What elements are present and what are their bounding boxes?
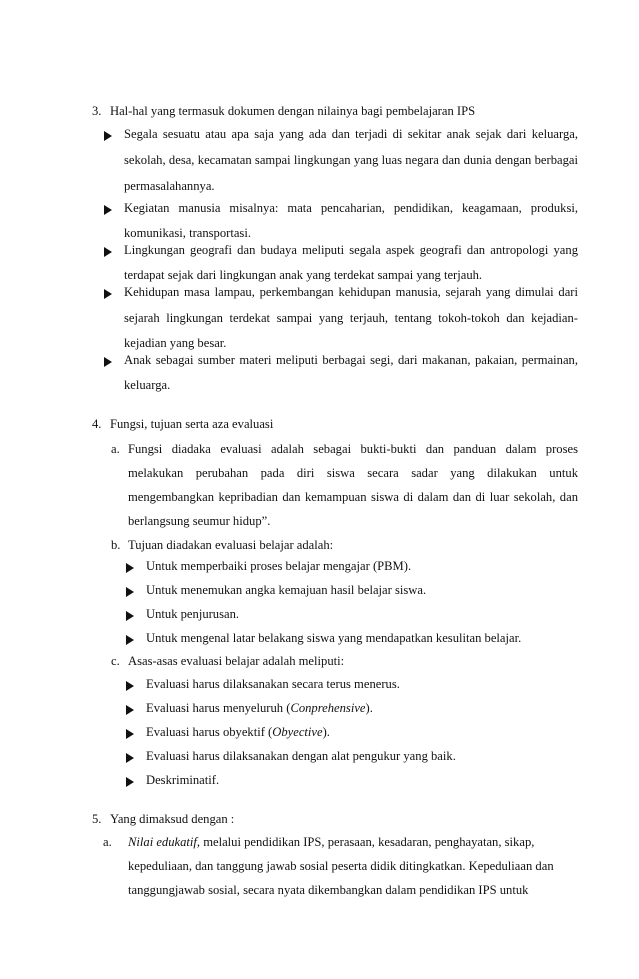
s4-c-item-3-pre: Evaluasi harus obyektif ( — [146, 725, 273, 739]
arrow-bullet-icon — [104, 357, 112, 367]
arrow-bullet-icon — [104, 131, 112, 141]
s5-item-a-line-2: kepeduliaan, dan tanggung jawab sosial peserta didik ditingkatkan. Kepeduliaan dan — [128, 859, 554, 873]
arrow-bullet-icon — [126, 681, 134, 691]
section-5-number: 5. — [92, 812, 102, 826]
s4-item-a-line-3: mengembangkan kepribadian dan kemampuan siswa di dalam dan di luar sekolah, dan — [128, 490, 578, 504]
s3-bullet-2-line-1: Kegiatan manusia misalnya: mata pencaharian, pendidikan, keagamaan, produksi, — [124, 201, 578, 215]
s3-bullet-4-line-2: sejarah lingkungan terdekat sampai yang terjauh, tentang tokoh-tokoh dan kejadian- — [124, 311, 578, 325]
s4-b-item-2: Untuk menemukan angka kemajuan hasil belajar siswa. — [146, 583, 427, 597]
s4-b-item-1: Untuk memperbaiki proses belajar mengajar (PBM). — [146, 559, 412, 573]
s5-item-a-line-1-rest: melalui pendidikan IPS, perasaan, kesadaran, penghayatan, sikap, — [200, 835, 535, 849]
s3-bullet-3-line-2: terdapat sejak dari lingkungan anak yang terdekat sampai yang terjauh. — [124, 268, 483, 282]
arrow-bullet-icon — [126, 729, 134, 739]
s3-bullet-2-line-2: komunikasi, transportasi. — [124, 226, 251, 240]
s4-item-b-label: b. — [111, 538, 121, 552]
s3-bullet-3-line-1: Lingkungan geografi dan budaya meliputi segala aspek geografi dan antropologi yang — [124, 243, 578, 257]
arrow-bullet-icon — [126, 635, 134, 645]
s3-bullet-5-line-2: keluarga. — [124, 378, 171, 392]
s4-item-a-label: a. — [111, 442, 120, 456]
arrow-bullet-icon — [104, 289, 112, 299]
s5-item-a-line-1 — [128, 834, 534, 850]
arrow-bullet-icon — [126, 705, 134, 715]
s4-item-c-label: c. — [111, 654, 120, 668]
s4-c-item-4: Evaluasi harus dilaksanakan dengan alat pengukur yang baik. — [146, 749, 456, 763]
arrow-bullet-icon — [126, 563, 134, 573]
section-4-number: 4. — [92, 417, 102, 431]
s4-c-item-5: Deskriminatif. — [146, 773, 220, 787]
section-4-heading: Fungsi, tujuan serta aza evaluasi — [110, 417, 274, 431]
section-3-number: 3. — [92, 104, 102, 118]
s4-item-a-line-2: melakukan perubahan pada diri siswa secara sadar yang dilakukan untuk — [128, 466, 578, 480]
s4-c-item-2 — [146, 700, 373, 716]
arrow-bullet-icon — [126, 753, 134, 763]
arrow-bullet-icon — [126, 777, 134, 787]
arrow-bullet-icon — [126, 587, 134, 597]
s3-bullet-4-line-3: kejadian yang besar. — [124, 336, 227, 350]
s4-c-item-2-post: ). — [365, 701, 373, 715]
s3-bullet-1-line-2: sekolah, desa, kecamatan sampai lingkungan yang luas negara dan dunia dengan berbagai — [124, 153, 578, 167]
arrow-bullet-icon — [104, 205, 112, 215]
s3-bullet-1-line-3: permasalahannya. — [124, 179, 215, 193]
s3-bullet-4-line-1: Kehidupan masa lampau, perkembangan kehidupan manusia, sejarah yang dimulai dari — [124, 285, 578, 299]
s4-b-item-3: Untuk penjurusan. — [146, 607, 240, 621]
s3-bullet-1-line-1: Segala sesuatu atau apa saja yang ada dan terjadi di sekitar anak sejak dari keluarga, — [124, 127, 578, 141]
s4-c-item-3 — [146, 724, 330, 740]
s4-b-item-4: Untuk mengenal latar belakang siswa yang mendapatkan kesulitan belajar. — [146, 631, 522, 645]
s4-c-item-1: Evaluasi harus dilaksanakan secara terus menerus. — [146, 677, 400, 691]
s5-item-a-label: a. — [103, 835, 112, 849]
s4-c-item-3-post: ). — [322, 725, 330, 739]
arrow-bullet-icon — [126, 611, 134, 621]
s4-item-a-line-4: berlangsung seumur hidup”. — [128, 514, 271, 528]
section-3-heading: Hal-hal yang termasuk dokumen dengan nilainya bagi pembelajaran IPS — [110, 104, 476, 118]
s4-item-b-text: Tujuan diadakan evaluasi belajar adalah: — [128, 538, 334, 552]
s4-c-item-3-term: Obyective — [272, 725, 323, 739]
s3-bullet-5-line-1: Anak sebagai sumber materi meliputi berbagai segi, dari makanan, pakaian, permainan, — [124, 353, 578, 367]
s5-item-a-line-3: tanggungjawab sosial, secara nyata dikembangkan dalam pendidikan IPS untuk — [128, 883, 529, 897]
s4-item-a-line-1: Fungsi diadaka evaluasi adalah sebagai bukti-bukti dan panduan dalam proses — [128, 442, 578, 456]
arrow-bullet-icon — [104, 247, 112, 257]
s4-c-item-2-term: Conprehensive — [290, 701, 366, 715]
s4-c-item-2-pre: Evaluasi harus menyeluruh ( — [146, 701, 291, 715]
s5-item-a-term: Nilai edukatif, — [128, 835, 201, 849]
s4-item-c-text: Asas-asas evaluasi belajar adalah meliputi: — [128, 654, 345, 668]
section-5-heading: Yang dimaksud dengan : — [110, 812, 235, 826]
